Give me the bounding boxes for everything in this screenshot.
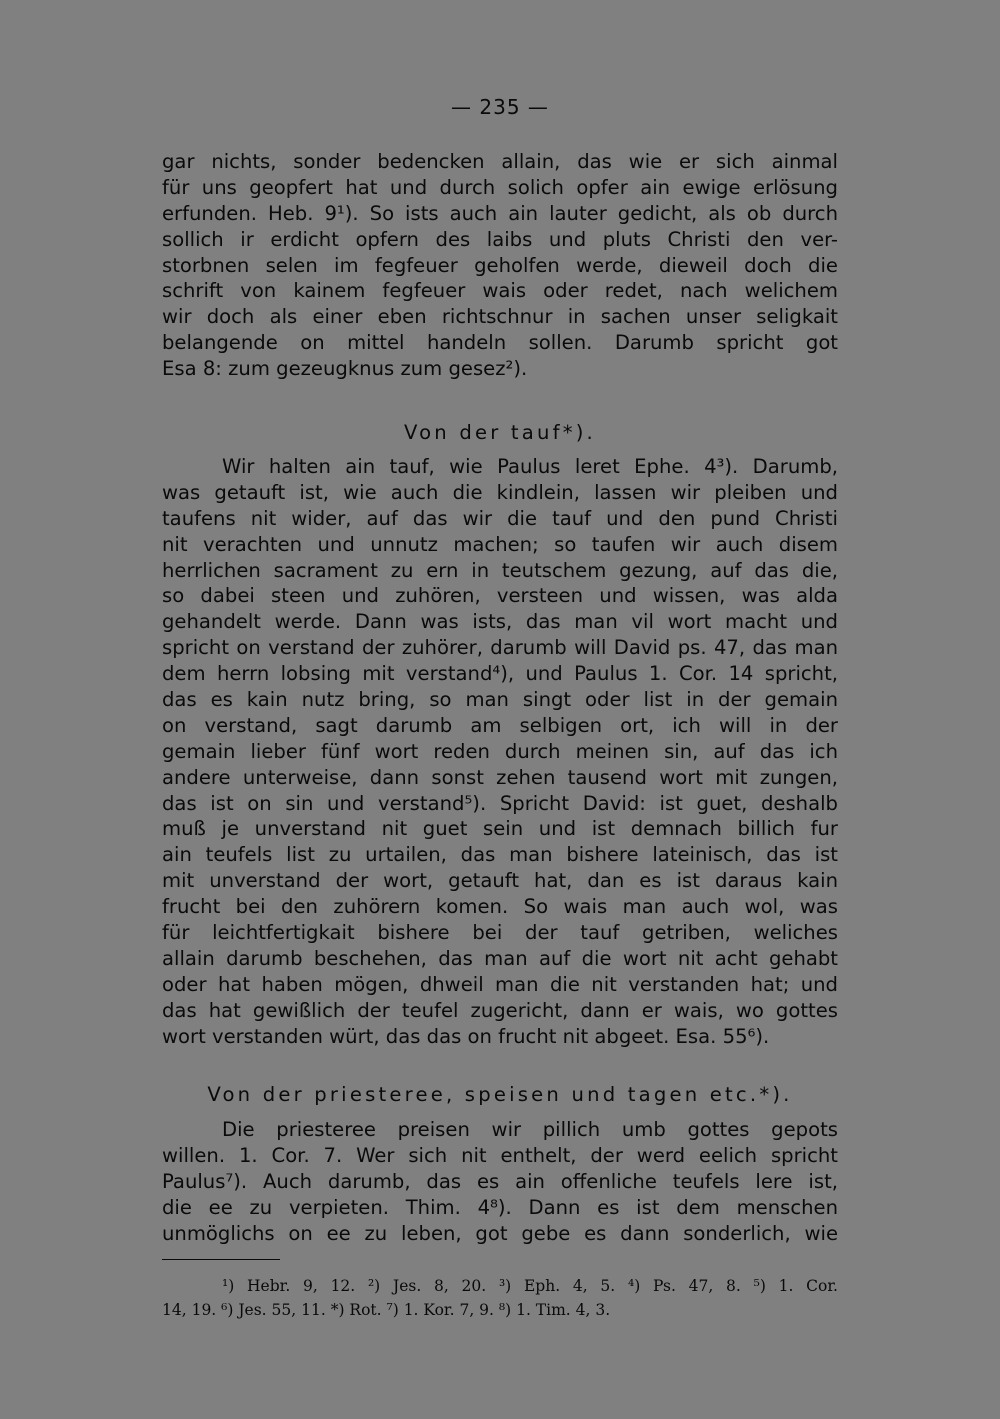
text-line: Paulus⁷). Auch darumb, das es ain offenliche teufels lere ist, [162,1169,838,1193]
text-line: dem herrn lobsing mit verstand⁴), und Paulus 1. Cor. 14 spricht, [162,662,838,686]
text-line: das ist on sin und verstand⁵). Spricht David: ist guet, deshalb [162,791,838,815]
text-line: frucht bei den zuhörern komen. So wais man auch wol, was [162,895,838,919]
paragraph-block-2 [162,454,838,1049]
text-line: schrift von kainem fegfeuer wais oder redet, nach welichem [162,279,838,303]
text-line: andere unterweise, dann sonst zehen tausend wort mit zungen, [162,765,838,789]
text-line: muß je unverstand nit guet sein und ist demnach billich fur [162,817,838,841]
text-line: für leichtfertigkait bishere bei der tauf getriben, weliches [162,921,838,945]
text-line: taufens nit wider, auf das wir die tauf und den pund Christi [162,506,838,530]
footnote-line: ¹) Hebr. 9, 12. ²) Jes. 8, 20. ³) Eph. 4, 5. ⁴) Ps. 47, 8. ⁵) 1. Cor. [222,1277,838,1295]
text-line: on verstand, sagt darumb am selbigen ort, ich will in der [162,713,838,737]
footnote-line: 14, 19. ⁶) Jes. 55, 11. *) Rot. ⁷) 1. Kor. 7, 9. ⁸) 1. Tim. 4, 3. [162,1301,611,1319]
text-line: gemain lieber fünf wort reden durch meinen sin, auf das ich [162,739,838,763]
paragraph-block-1 [162,149,838,382]
text-line: nit verachten und unnutz machen; so taufen wir auch disem [162,532,838,556]
text-line: wort verstanden würt, das das on frucht nit abgeet. Esa. 55⁶). [162,1024,770,1048]
text-line: so dabei steen und zuhören, versteen und wissen, was alda [162,584,838,608]
footnote-divider [162,1259,280,1260]
text-line: Esa 8: zum gezeugknus zum gesez²). [162,357,528,381]
paragraph-block-3 [162,1117,838,1246]
text-line: mit unverstand der wort, getauft hat, dan es ist daraus kain [162,869,838,893]
text-line: Die priesteree preisen wir pillich umb gottes gepots [222,1118,838,1141]
text-line: für uns geopfert hat und durch solich opfer ain ewige erlösung [162,175,838,199]
text-line: gar nichts, sonder bedencken allain, das wie er sich ainmal [162,150,838,173]
footnotes [162,1274,838,1322]
text-line: Wir halten ain tauf, wie Paulus leret Ephe. 4³). Darumb, [222,455,838,478]
text-line: erfunden. Heb. 9¹). So ists auch ain lauter gedicht, als ob durch [162,201,838,225]
section-heading-priesteree: Von der priesteree, speisen und tagen etc.*). [207,1083,793,1106]
text-line: allain darumb beschehen, das man auf die wort nit acht gehabt [162,946,838,970]
text-line: herrlichen sacrament zu ern in teutschem gezung, auf das die, [162,558,838,582]
text-line: storbnen selen im fegfeuer geholfen werde, dieweil doch die [162,253,838,277]
text-line: ain teufels list zu urtailen, das man bishere lateinisch, das ist [162,843,838,867]
text-line: spricht on verstand der zuhörer, darumb will David ps. 47, das man [162,636,838,660]
document-page [162,0,838,1419]
text-line: oder hat haben mögen, dhweil man die nit verstanden hat; und [162,972,838,996]
section-heading-tauf: Von der tauf*). [404,421,596,444]
text-line: wir doch als einer eben richtschnur in sachen unser seligkait [162,305,838,329]
text-line: das hat gewißlich der teufel zugericht, dann er wais, wo gottes [162,998,838,1022]
text-line: was getauft ist, wie auch die kindlein, lassen wir pleiben und [162,480,838,504]
text-line: gehandelt werde. Dann was ists, das man vil wort macht und [162,610,838,634]
text-line: unmöglichs on ee zu leben, got gebe es dann sonderlich, wie [162,1221,838,1245]
text-line: sollich ir erdicht opfern des laibs und pluts Christi den ver- [162,227,838,251]
text-line: die ee zu verpieten. Thim. 4⁸). Dann es ist dem menschen [162,1195,838,1219]
page-number: — 235 — [451,95,549,119]
text-line: belangende on mittel handeln sollen. Darumb spricht got [162,331,838,355]
text-line: das es kain nutz bring, so man singt oder list in der gemain [162,688,838,712]
text-line: willen. 1. Cor. 7. Wer sich nit enthelt, der werd eelich spricht [162,1143,838,1167]
